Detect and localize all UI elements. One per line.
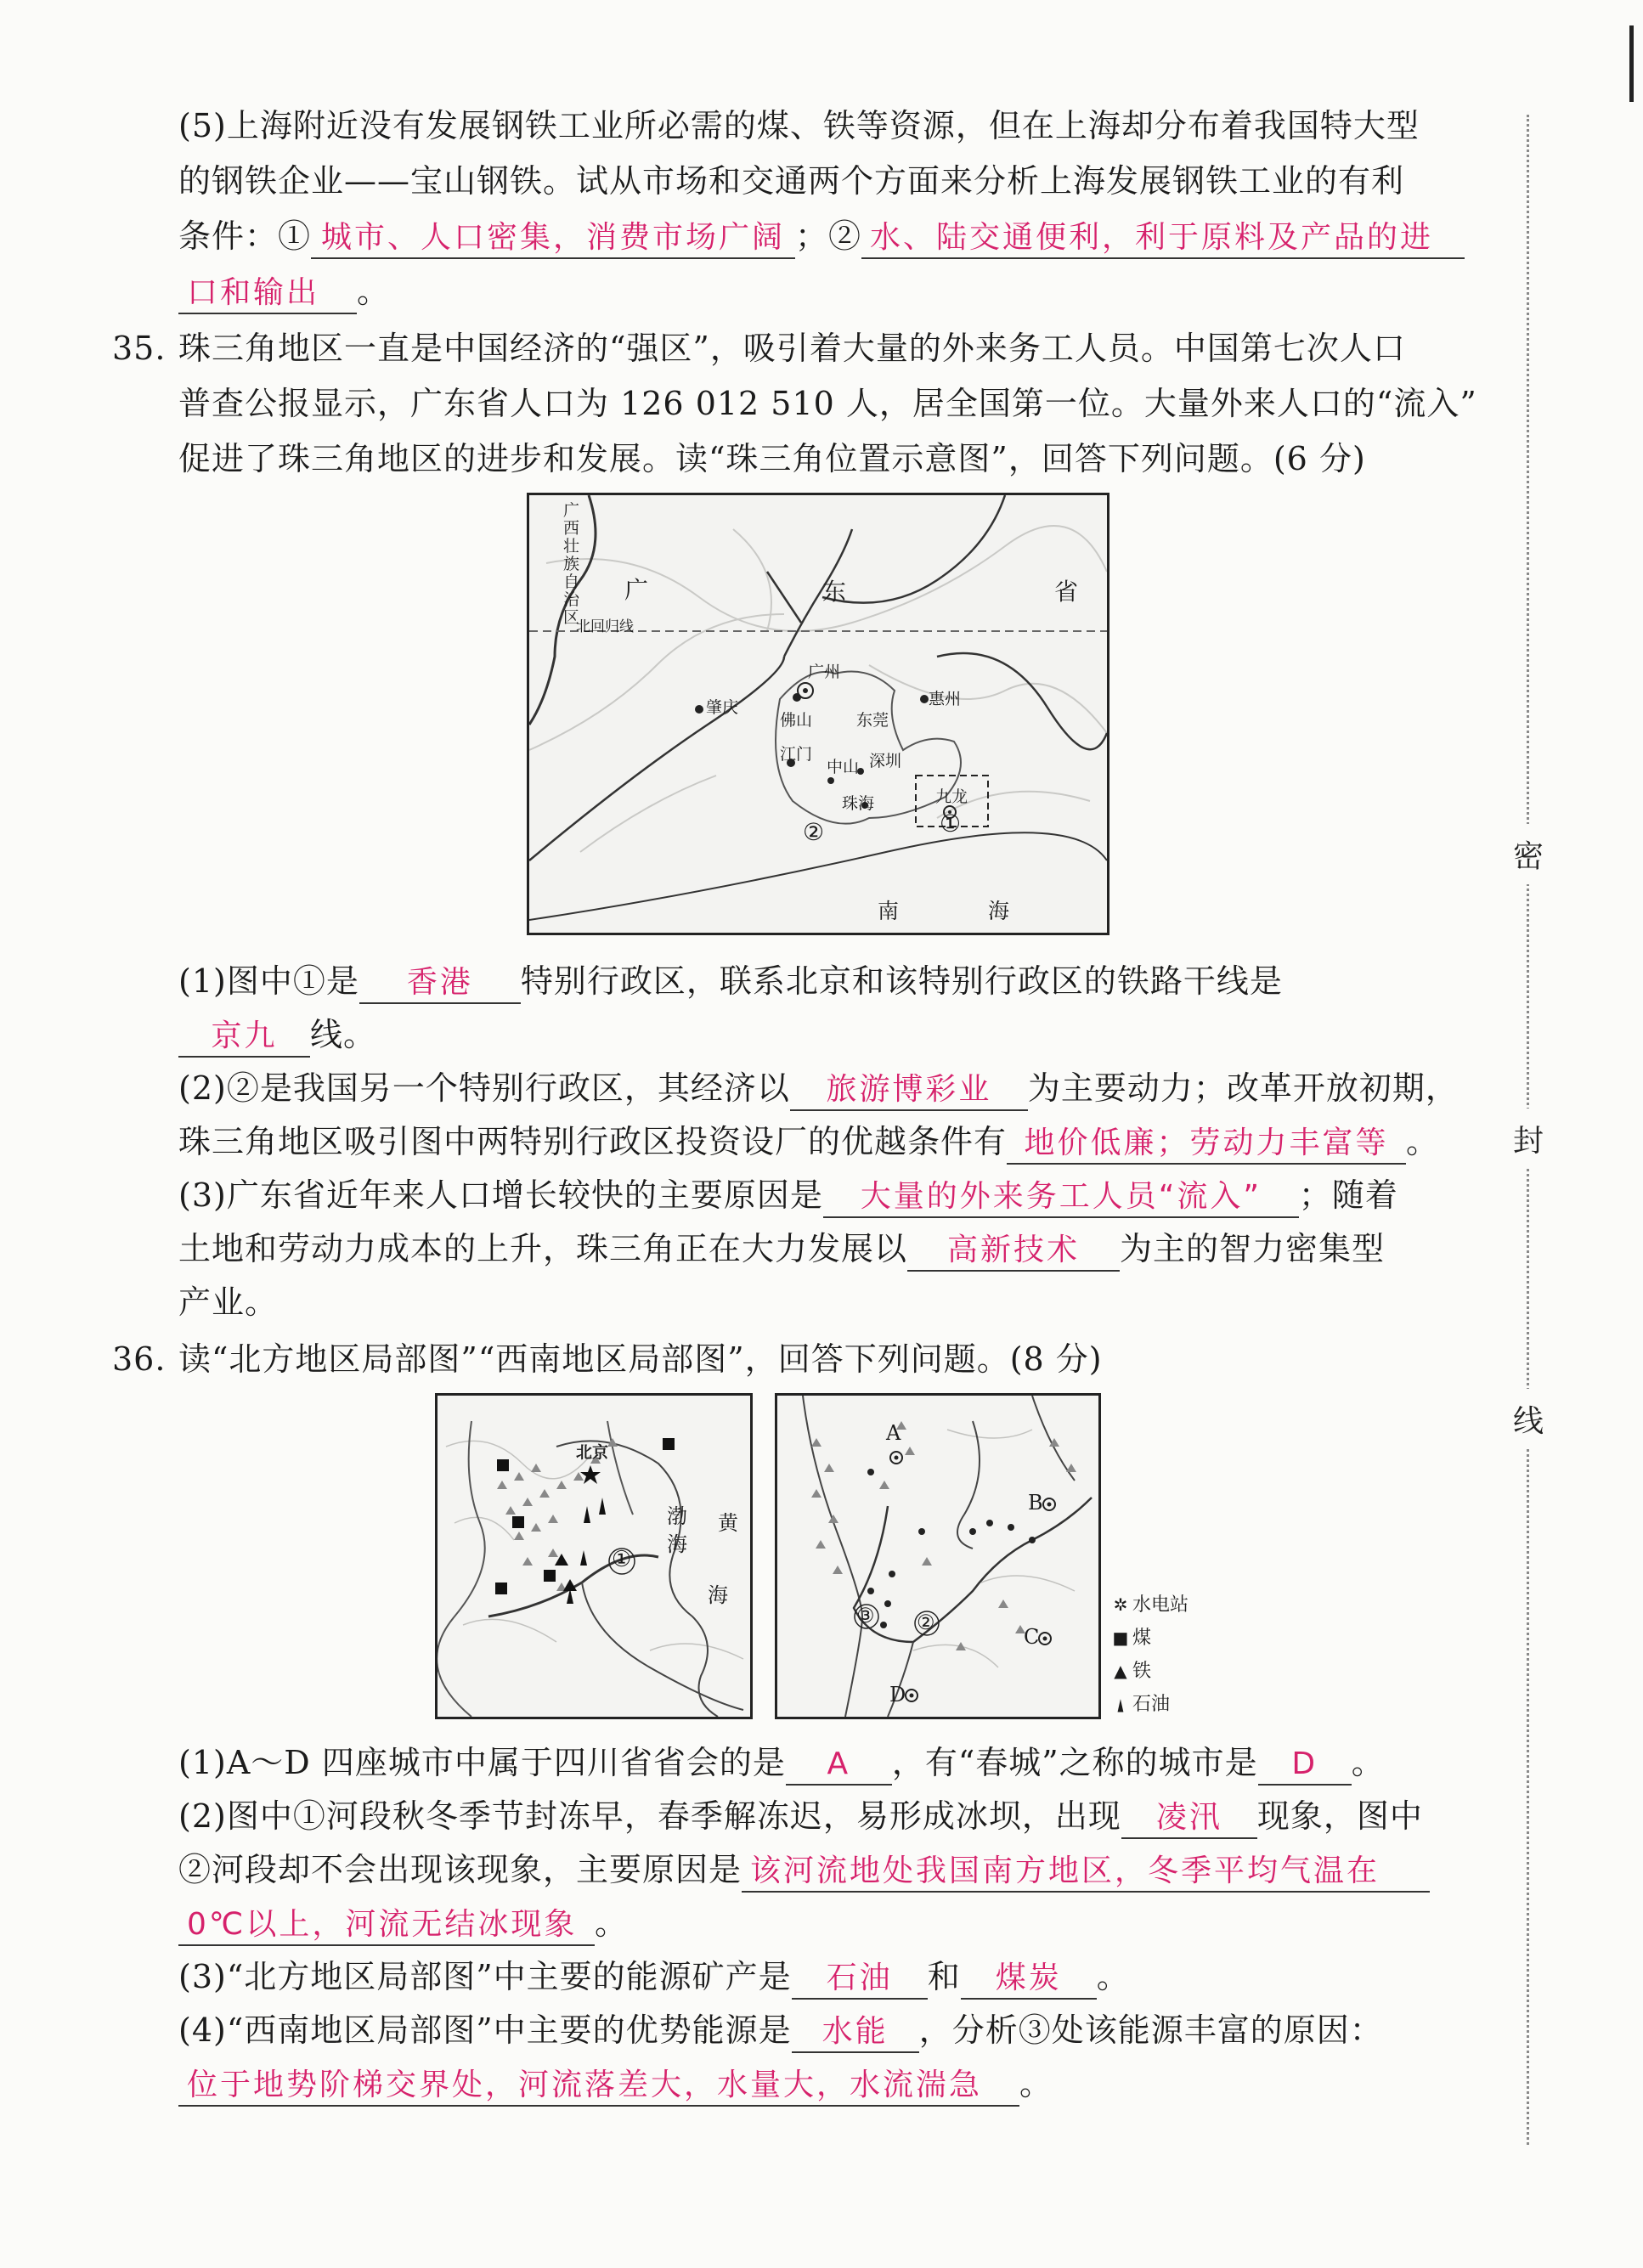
- legend-hydro: ✲ 水电站: [1109, 1588, 1188, 1622]
- seal-char-xian: 线: [1507, 1389, 1550, 1449]
- answer-blank[interactable]: 京九: [178, 1017, 310, 1058]
- answer-blank[interactable]: 水、陆交通便利，利于原料及产品的进: [861, 218, 1465, 259]
- answer-blank[interactable]: 煤炭: [961, 1959, 1097, 2000]
- q35-stem2: 普查公报显示，广东省人口为 126 012 510 人，居全国第一位。大量外来人口的“流入”: [178, 385, 1477, 422]
- city-dongguan: 东莞: [856, 711, 889, 730]
- bohai-char-1: 渤: [667, 1504, 687, 1528]
- q36-number: 36.: [112, 1340, 167, 1378]
- answer-blank[interactable]: 该河流地处我国南方地区，冬季平均气温在: [742, 1852, 1430, 1893]
- tropic-label: 北回归线: [576, 618, 634, 635]
- q36-p2-line1: (2)图中①河段秋冬季节封冻早，春季解冻迟，易形成冰坝，出现 凌汛 现象，图中: [178, 1795, 1423, 1839]
- q36-p4-line1: (4)“西南地区局部图”中主要的优势能源是 水能 ，分析③处该能源丰富的原因：: [178, 2009, 1383, 2053]
- q35-p2-line1: (2)②是我国另一个特别行政区，其经济以 旅游博彩业 为主要动力；改革开放初期，: [178, 1067, 1459, 1111]
- mark-1: ①: [612, 1547, 632, 1572]
- answer-blank[interactable]: D: [1258, 1745, 1352, 1786]
- north-map: [435, 1393, 753, 1719]
- margin-bar: [1629, 25, 1634, 102]
- prov-char-guang: 广: [624, 576, 649, 604]
- city-zhuhai: 珠海: [842, 794, 875, 813]
- q35-p3-line2: 土地和劳动力成本的上升，珠三角正在大力发展以 高新技术 为主的智力密集型: [178, 1227, 1385, 1272]
- city-zhaoqing: 肇庆: [706, 698, 739, 717]
- q34-line4: 口和输出 。: [178, 270, 390, 314]
- prov-char-sheng: 省: [1054, 578, 1079, 606]
- hydro-station-icon: ✲: [1113, 1594, 1128, 1615]
- beijing-label: 北京: [576, 1443, 609, 1462]
- city-foshan: 佛山: [780, 711, 813, 730]
- city-guangzhou: 广州: [808, 663, 841, 681]
- answer-blank[interactable]: 凌汛: [1121, 1798, 1257, 1839]
- q36-p2-line3: 0℃以上，河流无结冰现象 。: [178, 1902, 628, 1946]
- mark-3: ③: [856, 1604, 875, 1628]
- prd-map: [527, 493, 1109, 935]
- city-zhongshan: 中山: [827, 758, 860, 776]
- q35-number: 35.: [112, 330, 167, 367]
- huanghai-char-1: 黄: [718, 1511, 738, 1535]
- q35-p2-line2: 珠三角地区吸引图中两特别行政区投资设厂的优越条件有 地价低廉；劳动力丰富等 。: [178, 1120, 1439, 1165]
- answer-blank[interactable]: 城市、人口密集，消费市场广阔: [311, 218, 795, 259]
- city-kowloon: 九龙: [935, 787, 968, 806]
- q36-stem: 读“北方地区局部图”“西南地区局部图”，回答下列问题。(8 分): [178, 1340, 1103, 1378]
- answer-blank[interactable]: 口和输出: [178, 274, 357, 314]
- answer-blank[interactable]: 石油: [792, 1959, 928, 2000]
- q34-line1: (5)上海附近没有发展钢铁工业所必需的煤、铁等资源，但在上海却分布着我国特大型: [178, 107, 1420, 144]
- q34-line2: 的钢铁企业——宝山钢铁。试从市场和交通两个方面来分析上海发展钢铁工业的有利: [178, 162, 1405, 200]
- southwest-map: [775, 1393, 1101, 1719]
- city-d-label: D: [889, 1683, 906, 1707]
- map-legend: [1109, 1588, 1188, 1721]
- bohai-char-2: 海: [667, 1532, 687, 1556]
- answer-blank[interactable]: 大量的外来务工人员“流入”: [823, 1177, 1299, 1218]
- q35-stem3: 促进了珠三角地区的进步和发展。读“珠三角位置示意图”，回答下列问题。(6 分): [178, 440, 1366, 477]
- city-c-label: C: [1024, 1625, 1040, 1649]
- huanghai-char-2: 海: [708, 1583, 728, 1607]
- prov-char-dong: 东: [822, 578, 847, 606]
- southwest-map-svg: [777, 1396, 1098, 1717]
- sea-char-hai: 海: [988, 899, 1010, 923]
- seal-char-feng: 封: [1507, 1109, 1550, 1169]
- q35-stem1: 珠三角地区一直是中国经济的“强区”，吸引着大量的外来务工人员。中国第七次人口: [178, 330, 1406, 367]
- q36-p2-line2: ②河段却不会出现该现象，主要原因是 该河流地处我国南方地区，冬季平均气温在: [178, 1848, 1430, 1893]
- answer-blank[interactable]: 香港: [359, 963, 521, 1004]
- answer-blank[interactable]: 位于地势阶梯交界处，河流落差大，水量大，水流湍急: [178, 2066, 1019, 2107]
- q36-p4-line2: 位于地势阶梯交界处，河流落差大，水量大，水流湍急 。: [178, 2062, 1053, 2107]
- legend-oil: ▲ 石油: [1109, 1688, 1188, 1721]
- q35-p1-line1: (1)图中①是 香港 特别行政区，联系北京和该特别行政区的铁路干线是: [178, 960, 1283, 1004]
- legend-coal: ■ 煤: [1109, 1622, 1188, 1655]
- city-b-label: B: [1028, 1491, 1043, 1515]
- q36-p1: (1)A～D 四座城市中属于四川省省会的是 A ，有“春城”之称的城市是 D 。: [178, 1741, 1385, 1786]
- map-mark-1: ①: [940, 810, 962, 838]
- answer-blank[interactable]: A: [786, 1745, 892, 1786]
- q35-p3-line3: 产业。: [178, 1284, 279, 1321]
- mark-2: ②: [917, 1611, 935, 1634]
- answer-blank[interactable]: 地价低廉；劳动力丰富等: [1007, 1124, 1406, 1165]
- iron-icon: ▲: [1114, 1661, 1127, 1681]
- guangxi-label: 广西壮族自治区: [563, 501, 580, 627]
- prd-map-svg: [529, 495, 1107, 933]
- seal-char-mi: 密: [1507, 824, 1550, 884]
- answer-blank[interactable]: 高新技术: [907, 1231, 1120, 1272]
- q35-p3-line1: (3)广东省近年来人口增长较快的主要原因是 大量的外来务工人员“流入” ；随着: [178, 1174, 1398, 1218]
- answer-blank[interactable]: 水能: [792, 2012, 919, 2053]
- coal-icon: ■: [1112, 1628, 1129, 1648]
- q35-p1-line2: 京九 线。: [178, 1013, 376, 1058]
- answer-blank[interactable]: 旅游博彩业: [790, 1070, 1028, 1111]
- sea-char-nan: 南: [878, 899, 900, 923]
- q36-p3: (3)“北方地区局部图”中主要的能源矿产是 石油 和 煤炭 。: [178, 1955, 1130, 2000]
- city-huizhou: 惠州: [929, 690, 962, 708]
- map-mark-2: ②: [803, 818, 825, 846]
- q34-line3: 条件：① 城市、人口密集，消费市场广阔 ；② 水、陆交通便利，利于原料及产品的进: [178, 215, 1465, 259]
- legend-iron: ▲ 铁: [1109, 1655, 1188, 1688]
- city-jiangmen: 江门: [780, 745, 813, 764]
- city-shenzhen: 深圳: [869, 752, 902, 770]
- oil-icon: ▲: [1117, 1694, 1124, 1714]
- city-a-label: A: [886, 1421, 901, 1445]
- answer-blank[interactable]: 0℃以上，河流无结冰现象: [178, 1905, 595, 1946]
